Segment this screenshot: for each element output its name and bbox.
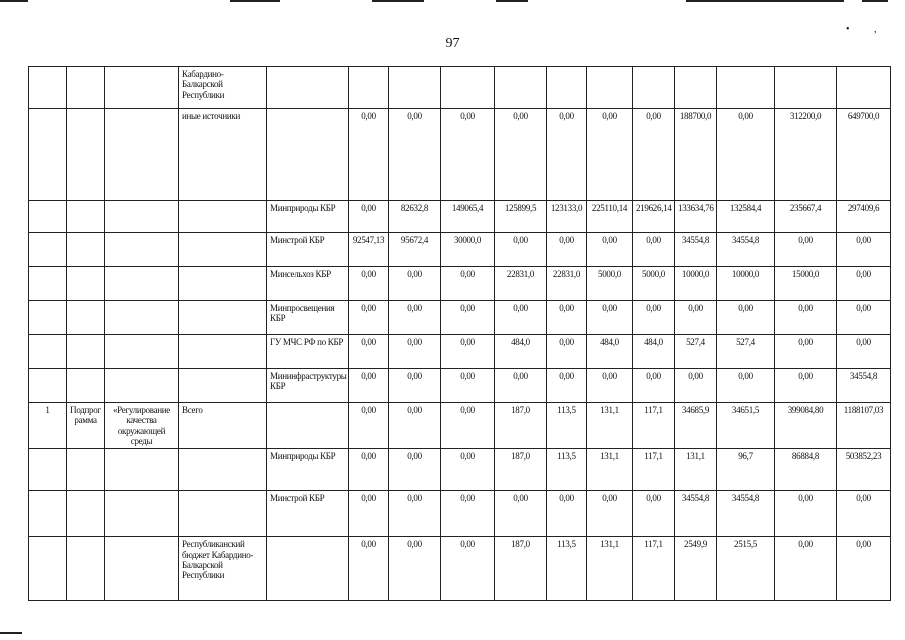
cell: 0,00 (349, 335, 389, 369)
table-row (29, 403, 891, 449)
cell (67, 537, 105, 601)
cell (267, 109, 349, 201)
cell: 0,00 (349, 491, 389, 537)
cell: 117,1 (633, 537, 675, 601)
cell (349, 67, 389, 109)
scan-line (230, 0, 280, 2)
cell: 0,00 (349, 267, 389, 301)
scan-line (0, 0, 28, 2)
cell (67, 267, 105, 301)
cell: 117,1 (633, 403, 675, 449)
cell: 0,00 (495, 491, 547, 537)
table-row (29, 369, 891, 403)
cell: 0,00 (441, 537, 495, 601)
cell (389, 67, 441, 109)
cell (179, 267, 267, 301)
cell: 0,00 (349, 403, 389, 449)
cell (67, 201, 105, 233)
table-row (29, 537, 891, 601)
cell (29, 267, 67, 301)
cell (29, 537, 67, 601)
cell (105, 449, 179, 491)
cell (495, 67, 547, 109)
table-row (29, 267, 891, 301)
cell: 34685,9 (675, 403, 717, 449)
cell: 86884,8 (775, 449, 837, 491)
cell: 0,00 (389, 403, 441, 449)
cell (775, 67, 837, 109)
scan-line (0, 632, 22, 634)
cell: 484,0 (495, 335, 547, 369)
cell (179, 301, 267, 335)
cell: 297409,6 (837, 201, 891, 233)
cell: 113,5 (547, 537, 587, 601)
cell: «Регулирование качества окружающей среды (105, 403, 179, 449)
scan-line (862, 0, 888, 2)
cell: 187,0 (495, 537, 547, 601)
cell (29, 491, 67, 537)
scan-line (372, 0, 424, 2)
cell: 0,00 (837, 335, 891, 369)
table-body (29, 67, 891, 601)
cell: 133634,76 (675, 201, 717, 233)
cell: 0,00 (633, 233, 675, 267)
cell: 219626,14 (633, 201, 675, 233)
cell: 10000,0 (717, 267, 775, 301)
cell (67, 335, 105, 369)
table-row (29, 109, 891, 201)
cell: 0,00 (547, 491, 587, 537)
cell (441, 67, 495, 109)
cell (67, 449, 105, 491)
cell: 0,00 (389, 301, 441, 335)
table-row (29, 335, 891, 369)
cell: 0,00 (837, 267, 891, 301)
cell: 0,00 (441, 301, 495, 335)
cell (29, 369, 67, 403)
cell: 0,00 (547, 335, 587, 369)
cell (179, 369, 267, 403)
cell: 0,00 (717, 301, 775, 335)
cell: 82632,8 (389, 201, 441, 233)
cell: 0,00 (837, 233, 891, 267)
cell (267, 403, 349, 449)
cell: 131,1 (587, 403, 633, 449)
cell: 0,00 (775, 233, 837, 267)
cell: 0,00 (389, 109, 441, 201)
cell (67, 109, 105, 201)
cell: 0,00 (389, 267, 441, 301)
cell: 34554,8 (675, 233, 717, 267)
cell (633, 67, 675, 109)
cell: 527,4 (717, 335, 775, 369)
cell: 0,00 (349, 449, 389, 491)
cell: 503852,23 (837, 449, 891, 491)
cell (837, 67, 891, 109)
cell (675, 67, 717, 109)
cell: 0,00 (441, 403, 495, 449)
cell (717, 67, 775, 109)
cell: 132584,4 (717, 201, 775, 233)
cell: 0,00 (349, 201, 389, 233)
cell (29, 67, 67, 109)
budget-table (28, 66, 891, 601)
cell (179, 233, 267, 267)
cell: 0,00 (441, 369, 495, 403)
cell: 92547,13 (349, 233, 389, 267)
cell (179, 491, 267, 537)
cell: 0,00 (837, 537, 891, 601)
cell: 484,0 (587, 335, 633, 369)
cell: 0,00 (441, 109, 495, 201)
cell: 0,00 (349, 109, 389, 201)
cell: 22831,0 (495, 267, 547, 301)
cell: 235667,4 (775, 201, 837, 233)
cell: 123133,0 (547, 201, 587, 233)
cell: 131,1 (675, 449, 717, 491)
cell (105, 537, 179, 601)
cell (105, 233, 179, 267)
cell: 0,00 (547, 369, 587, 403)
cell: 0,00 (675, 301, 717, 335)
table-row (29, 491, 891, 537)
cell: 0,00 (495, 233, 547, 267)
cell: 0,00 (775, 301, 837, 335)
cell: 187,0 (495, 403, 547, 449)
cell (105, 67, 179, 109)
cell: 0,00 (775, 335, 837, 369)
cell: 0,00 (587, 109, 633, 201)
table-row (29, 233, 891, 267)
cell: 0,00 (389, 537, 441, 601)
cell: 113,5 (547, 449, 587, 491)
cell: 0,00 (495, 369, 547, 403)
cell (267, 537, 349, 601)
cell: 0,00 (495, 301, 547, 335)
cell (179, 335, 267, 369)
cell: 0,00 (389, 449, 441, 491)
cell: 0,00 (633, 491, 675, 537)
cell: Минпросвещения КБР (267, 301, 349, 335)
cell: ГУ МЧС РФ по КБР (267, 335, 349, 369)
cell (67, 301, 105, 335)
scan-speck: , (874, 24, 877, 35)
cell: 22831,0 (547, 267, 587, 301)
scan-line (686, 0, 844, 2)
cell: Подпрограмма (67, 403, 105, 449)
cell: Минприроды КБР (267, 449, 349, 491)
table-row (29, 201, 891, 233)
cell (29, 335, 67, 369)
cell: 225110,14 (587, 201, 633, 233)
cell: 34651,5 (717, 403, 775, 449)
cell (29, 449, 67, 491)
cell: 188700,0 (675, 109, 717, 201)
table-row (29, 301, 891, 335)
cell: 131,1 (587, 449, 633, 491)
cell: 0,00 (441, 267, 495, 301)
cell: 0,00 (587, 369, 633, 403)
cell (67, 233, 105, 267)
cell (67, 491, 105, 537)
cell (179, 201, 267, 233)
cell: 0,00 (775, 369, 837, 403)
cell (29, 233, 67, 267)
cell: 0,00 (389, 335, 441, 369)
cell: иные источники (179, 109, 267, 201)
cell: 0,00 (547, 233, 587, 267)
cell (179, 449, 267, 491)
cell: Минстрой КБР (267, 491, 349, 537)
cell: 0,00 (441, 335, 495, 369)
cell: 95672,4 (389, 233, 441, 267)
cell: 0,00 (775, 491, 837, 537)
cell: 113,5 (547, 403, 587, 449)
cell (67, 67, 105, 109)
cell: 10000,0 (675, 267, 717, 301)
cell: 0,00 (441, 449, 495, 491)
cell (105, 335, 179, 369)
cell (29, 201, 67, 233)
cell: Мининфраструктуры КБР (267, 369, 349, 403)
cell: Кабардино-Балкарской Республики (179, 67, 267, 109)
cell: 649700,0 (837, 109, 891, 201)
cell: 0,00 (837, 491, 891, 537)
cell: 0,00 (389, 369, 441, 403)
cell: Республиканский бюджет Кабардино-Балкарской Республики (179, 537, 267, 601)
cell: 0,00 (717, 109, 775, 201)
cell: 34554,8 (837, 369, 891, 403)
cell: 0,00 (775, 537, 837, 601)
cell (105, 267, 179, 301)
cell: 484,0 (633, 335, 675, 369)
cell: 0,00 (547, 109, 587, 201)
cell: 34554,8 (717, 491, 775, 537)
cell (547, 67, 587, 109)
cell: 0,00 (389, 491, 441, 537)
cell: 0,00 (587, 301, 633, 335)
cell: 399084,80 (775, 403, 837, 449)
table-row (29, 449, 891, 491)
cell: 96,7 (717, 449, 775, 491)
cell (105, 369, 179, 403)
scan-line (496, 0, 528, 2)
cell: 0,00 (587, 233, 633, 267)
scan-speck: • (846, 24, 850, 35)
cell: 0,00 (547, 301, 587, 335)
cell: 0,00 (675, 369, 717, 403)
cell: Всего (179, 403, 267, 449)
cell: 0,00 (837, 301, 891, 335)
cell: 0,00 (717, 369, 775, 403)
cell: 0,00 (441, 491, 495, 537)
cell (267, 67, 349, 109)
cell: Минстрой КБР (267, 233, 349, 267)
cell (29, 301, 67, 335)
cell (587, 67, 633, 109)
cell (105, 201, 179, 233)
cell (29, 109, 67, 201)
cell: 312200,0 (775, 109, 837, 201)
cell: 0,00 (349, 301, 389, 335)
cell: 2549,9 (675, 537, 717, 601)
cell: Минсельхоз КБР (267, 267, 349, 301)
cell: 117,1 (633, 449, 675, 491)
cell: 149065,4 (441, 201, 495, 233)
cell: 0,00 (633, 369, 675, 403)
cell: 5000,0 (633, 267, 675, 301)
cell: 0,00 (633, 301, 675, 335)
table-row (29, 67, 891, 109)
cell: 527,4 (675, 335, 717, 369)
cell: 15000,0 (775, 267, 837, 301)
cell: 131,1 (587, 537, 633, 601)
cell: 34554,8 (675, 491, 717, 537)
cell: Минприроды КБР (267, 201, 349, 233)
cell: 34554,8 (717, 233, 775, 267)
cell: 2515,5 (717, 537, 775, 601)
cell (67, 369, 105, 403)
cell: 1 (29, 403, 67, 449)
cell: 0,00 (349, 369, 389, 403)
cell (105, 109, 179, 201)
cell: 5000,0 (587, 267, 633, 301)
cell: 125899,5 (495, 201, 547, 233)
cell: 0,00 (587, 491, 633, 537)
cell: 1188107,03 (837, 403, 891, 449)
cell (105, 301, 179, 335)
cell: 187,0 (495, 449, 547, 491)
cell (105, 491, 179, 537)
page-number: 97 (445, 36, 460, 51)
cell: 0,00 (633, 109, 675, 201)
cell: 0,00 (495, 109, 547, 201)
cell: 0,00 (349, 537, 389, 601)
cell: 30000,0 (441, 233, 495, 267)
